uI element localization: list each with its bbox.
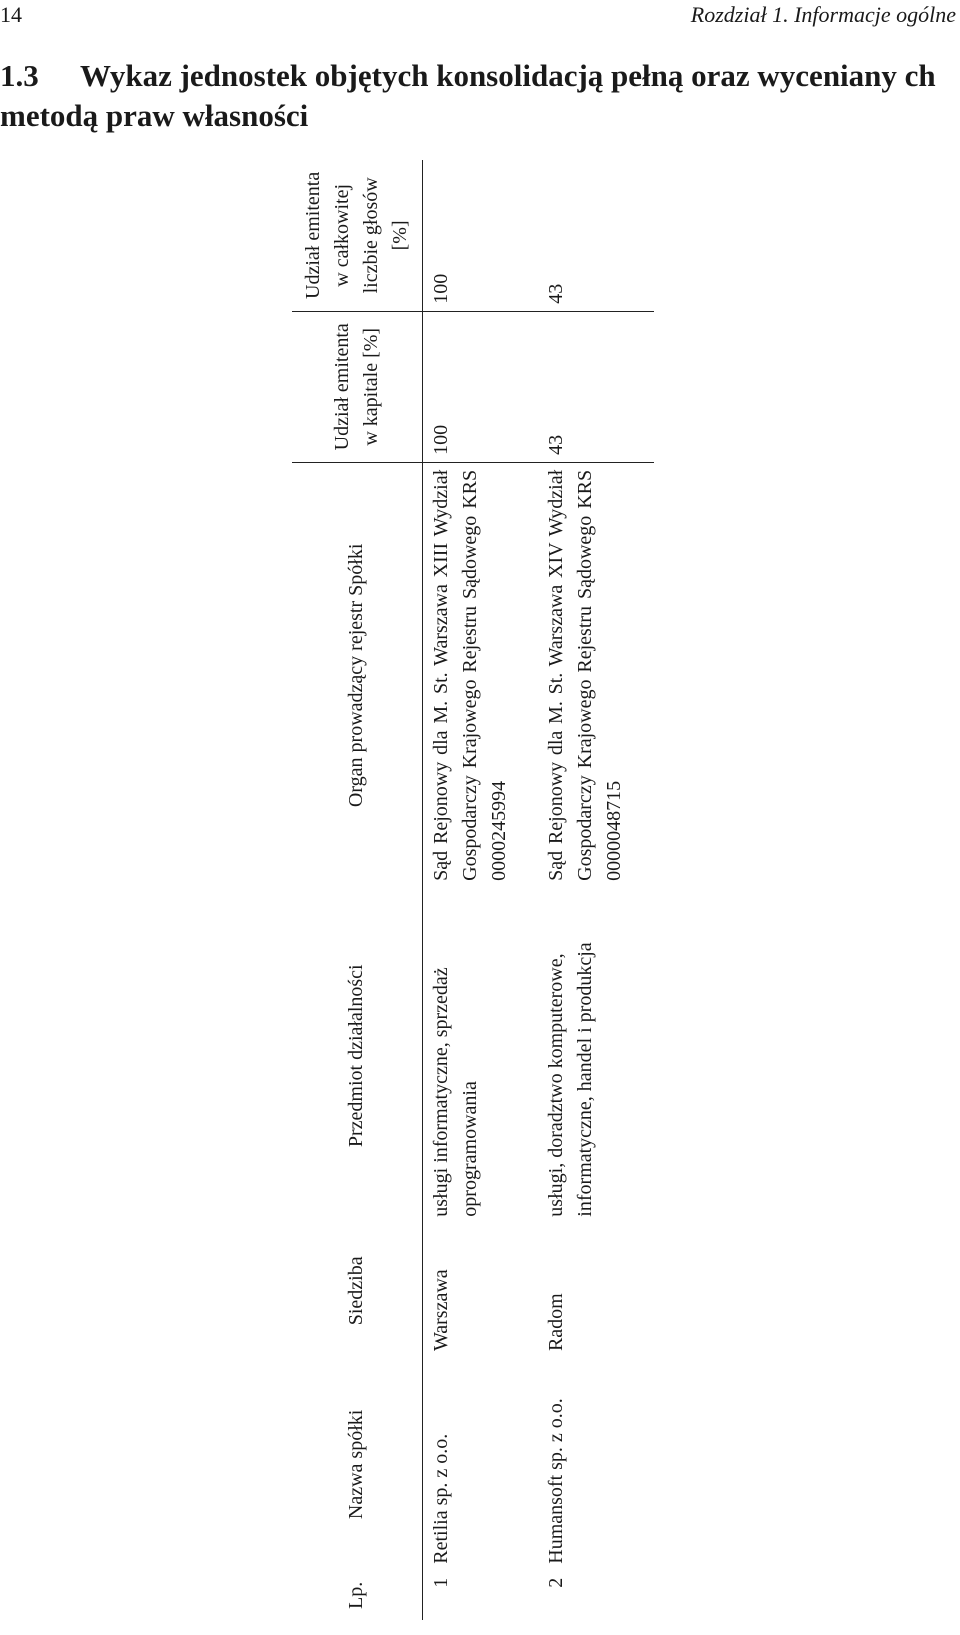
- row-votes-share: 100: [422, 160, 538, 311]
- row-capital-share: 43: [538, 311, 654, 462]
- page-number: 14: [0, 2, 22, 27]
- header-votes-share: Udział emitenta w całkowitej liczbie głosów [%]: [292, 160, 422, 311]
- row-seat: Warszawa: [429, 1269, 452, 1352]
- header-seat: Siedziba: [292, 1224, 422, 1358]
- row-registry-court: Sąd Rejonowy dla M. St. Warszawa XIII Wydział Gospodarczy Krajowego Rejestru Sądowego KRS 0000245994: [429, 469, 510, 881]
- section-number: 1.3: [0, 58, 39, 93]
- row-company-name: Humansoft sp. z o.o.: [545, 1398, 568, 1564]
- row-activity: usługi informatyczne, sprzedaż oprogramowania: [429, 967, 481, 1217]
- row-company-name: Retilia sp. z o.o.: [429, 1433, 452, 1564]
- table-row: [538, 160, 654, 1620]
- section-heading: [0, 56, 956, 136]
- header-registry-court: Organ prowadzący rejestr Spółki: [292, 462, 422, 887]
- header-activity: Przedmiot działalności: [292, 888, 422, 1224]
- header-lp: Lp.: [292, 1571, 422, 1620]
- header-capital-share: Udział emitenta w kapitale [%]: [292, 311, 422, 462]
- row-seat: Radom: [545, 1293, 568, 1352]
- row-lp: 2: [545, 1577, 568, 1588]
- running-header: Rozdział 1. Informacje ogólne: [690, 2, 956, 27]
- row-votes-share: 43: [538, 160, 654, 311]
- row-registry-court: Sąd Rejonowy dla M. St. Warszawa XIV Wydział Gospodarczy Krajowego Rejestru Sądowego KRS 0000048715: [545, 469, 626, 881]
- section-title: Wykaz jednostek objętych konsolidacją pełną oraz wyceniany ch metodą praw własności: [0, 58, 936, 133]
- rotated-table-container: [292, 160, 654, 1620]
- row-activity: usługi, doradztwo komputerowe, informatyczne, handel i produkcja: [545, 942, 597, 1217]
- table-header-row: [292, 160, 422, 1620]
- subsidiaries-table: [292, 160, 654, 1620]
- header-company-name: Nazwa spółki: [292, 1358, 422, 1571]
- table-row: [422, 160, 538, 1620]
- row-lp: 1: [429, 1577, 452, 1588]
- row-capital-share: 100: [422, 311, 538, 462]
